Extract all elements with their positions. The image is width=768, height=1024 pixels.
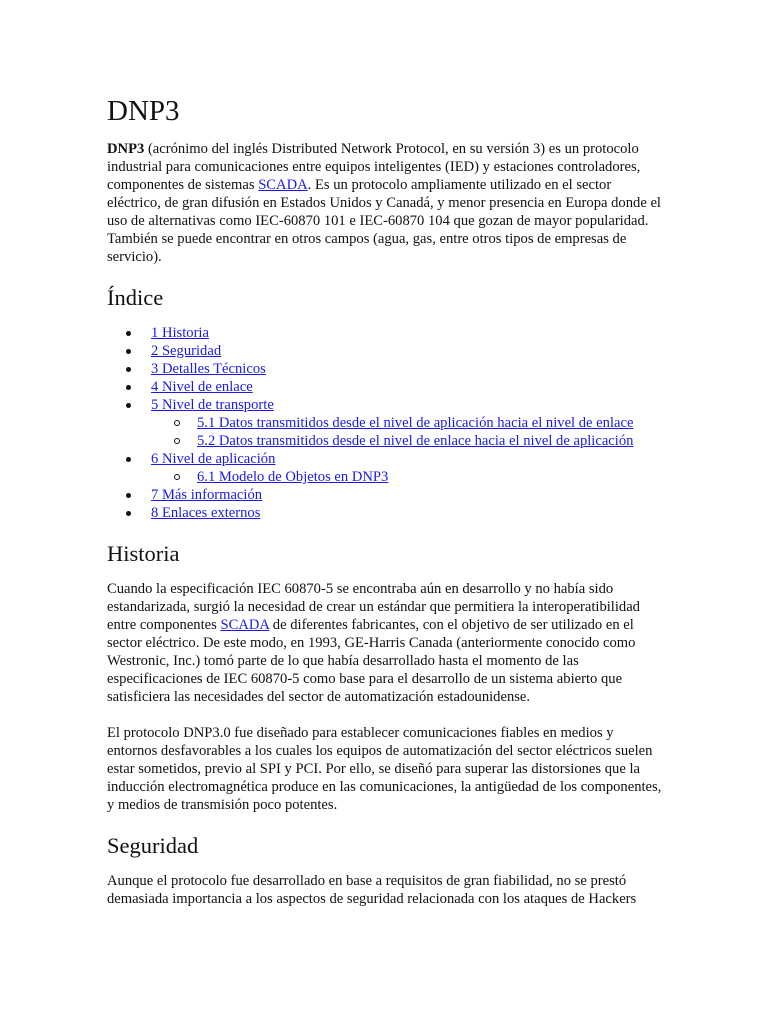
toc-item (107, 324, 667, 342)
toc-item (107, 396, 667, 414)
disc-bullet-icon (126, 457, 131, 462)
toc-link[interactable]: 5.2 Datos transmitidos desde el nivel de enlace hacia el nivel de aplicación (197, 433, 634, 449)
historia-heading: Historia (107, 541, 180, 566)
historia-text-before-link: Cuando la especificación IEC 60870-5 se encontraba aún en desarrollo y no había sido estandarizada, surgió la necesidad de crear un estándar que permitiera la interoperatibilidad entre componentes (107, 581, 640, 633)
historia-scada-link[interactable]: SCADA (220, 617, 270, 633)
toc-link[interactable]: 3 Detalles Técnicos (151, 361, 266, 377)
historia-paragraph-1 (107, 580, 667, 706)
disc-bullet-icon (126, 385, 131, 390)
circle-bullet-icon (174, 420, 180, 426)
intro-text-before-link: (acrónimo del inglés Distributed Network Protocol, en su versión 3) es un protocolo industrial para comunicaciones entre equipos inteligentes (IED) y estaciones controladores, componentes de sistemas (107, 141, 641, 193)
index-heading: Índice (107, 285, 164, 310)
intro-paragraph (107, 140, 667, 266)
toc-link[interactable]: 4 Nivel de enlace (151, 379, 253, 395)
toc-link[interactable]: 5.1 Datos transmitidos desde el nivel de aplicación hacia el nivel de enlace (197, 415, 634, 431)
toc-item (107, 468, 667, 486)
historia-text-after-link: de diferentes fabricantes, con el objetivo de ser utilizado en el sector eléctrico. De este modo, en 1993, GE-Harris Canada (anteriormente conocido como Westronic, Inc.) tomó parte de lo que había desarrollado hasta el momento de las especificaciones de IEC 60870-5 como base para el desarrollo de un sistema abierto que satisficiera las necesidades del sector de automatización estadounidense. (107, 617, 636, 705)
toc-link[interactable]: 5 Nivel de transporte (151, 397, 274, 413)
toc-link[interactable]: 8 Enlaces externos (151, 505, 261, 521)
circle-bullet-icon (174, 438, 180, 444)
disc-bullet-icon (126, 349, 131, 354)
toc-item (107, 504, 667, 522)
disc-bullet-icon (126, 403, 131, 408)
toc-item (107, 432, 667, 450)
disc-bullet-icon (126, 367, 131, 372)
disc-bullet-icon (126, 493, 131, 498)
intro-bold-term: DNP3 (107, 141, 145, 157)
toc-item (107, 378, 667, 396)
circle-bullet-icon (174, 474, 180, 480)
scada-link[interactable]: SCADA (258, 177, 308, 193)
toc-link[interactable]: 1 Historia (151, 325, 209, 341)
toc-item (107, 360, 667, 378)
toc-item (107, 450, 667, 468)
toc-item (107, 486, 667, 504)
intro-text-after-link: . Es un protocolo ampliamente utilizado en el sector eléctrico, de gran difusión en Estados Unidos y Canadá, y menor presencia en Europa donde el uso de alternativas como IEC-60870 101 e IEC-60870 104 que gozan de mayor popularidad. También se puede encontrar en otros campos (agua, gas, entre otros tipos de empresas de servicio). (107, 177, 661, 265)
toc-item (107, 414, 667, 432)
historia-paragraph-2: El protocolo DNP3.0 fue diseñado para establecer comunicaciones fiables en medios y entornos desfavorables a los cuales los equipos de automatización del sector eléctricos suelen estar sometidos, previo al SPI y PCI. Por ello, se diseñó para superar las distorsiones que la inducción electromagnética produce en las comunicaciones, la antigüedad de los componentes, y medios de transmisión poco potentes. (107, 725, 662, 813)
table-of-contents (107, 324, 667, 522)
toc-link[interactable]: 6.1 Modelo de Objetos en DNP3 (197, 469, 389, 485)
toc-link[interactable]: 2 Seguridad (151, 343, 222, 359)
toc-link[interactable]: 7 Más información (151, 487, 263, 503)
seguridad-heading: Seguridad (107, 833, 199, 858)
disc-bullet-icon (126, 511, 131, 516)
disc-bullet-icon (126, 331, 131, 336)
toc-link[interactable]: 6 Nivel de aplicación (151, 451, 276, 467)
seguridad-paragraph-1: Aunque el protocolo fue desarrollado en base a requisitos de gran fiabilidad, no se prestó demasiada importancia a los aspectos de seguridad relacionada con los ataques de Hackers (107, 873, 637, 907)
page-title: DNP3 (107, 95, 180, 127)
toc-item (107, 342, 667, 360)
article-body (107, 88, 667, 926)
